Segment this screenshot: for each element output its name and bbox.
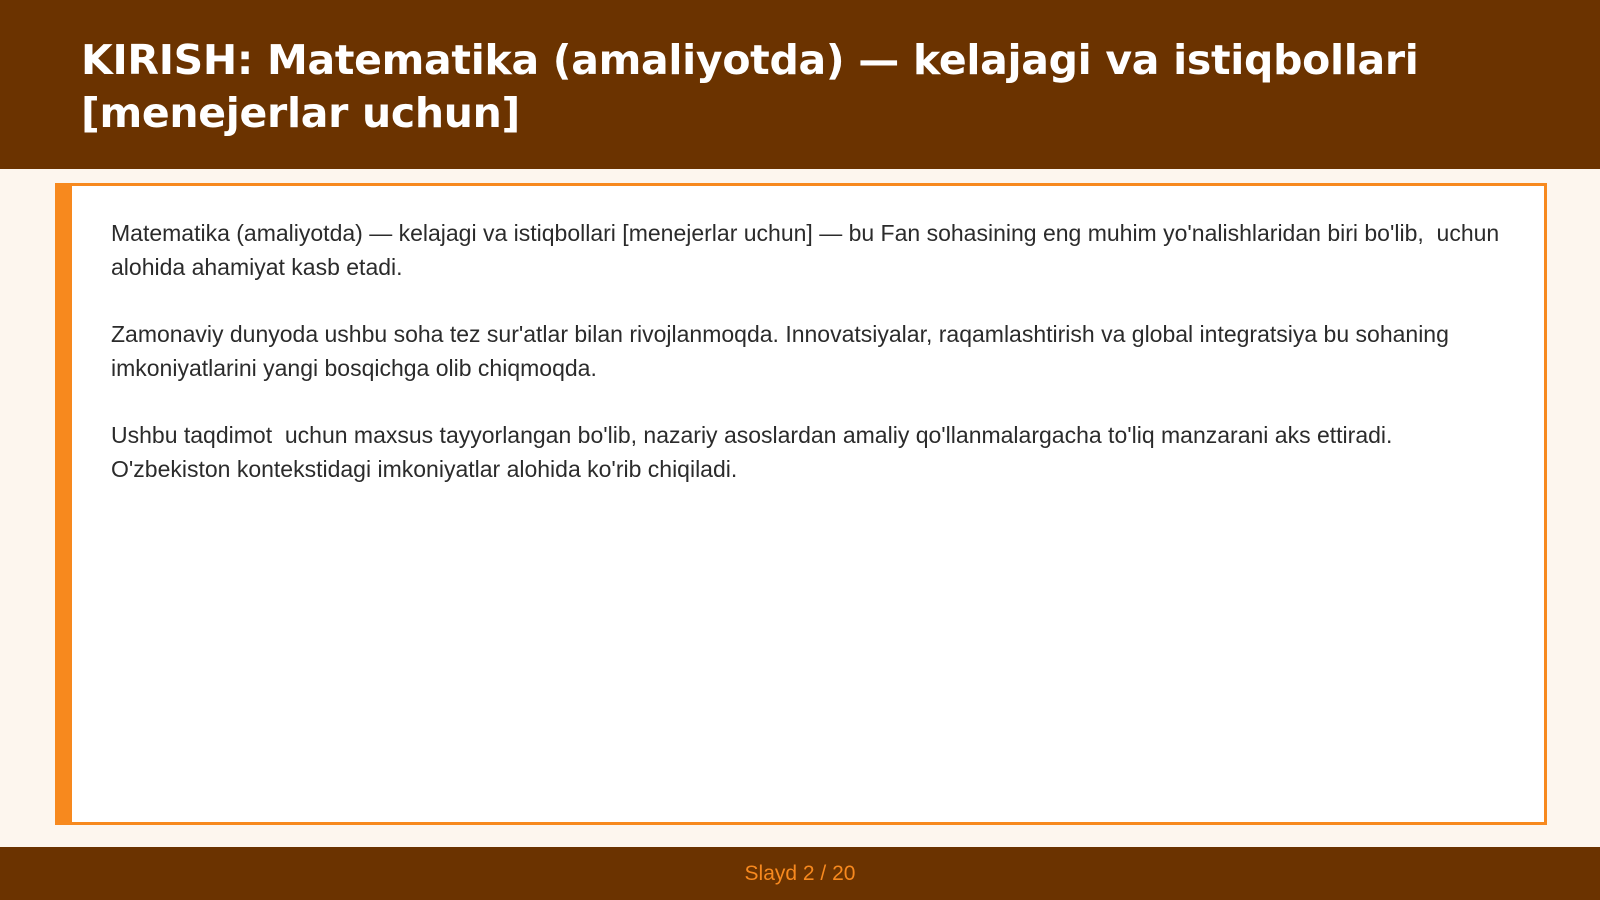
paragraph-presentation-scope: Ushbu taqdimot uchun maxsus tayyorlangan bo'lib, nazariy asoslardan amaliy qo'llanmalargacha to'liq manzarani aks ettiradi. O'zbekiston kontekstidagi imkoniyatlar alohida ko'rib chiqiladi. xyxy=(111,422,1399,482)
slide-counter: Slayd 2 / 20 xyxy=(744,861,856,885)
slide-title: KIRISH: Matematika (amaliyotda) — kelajagi va istiqbollari [menejerlar uchun] xyxy=(81,36,1419,137)
slide-footer xyxy=(0,847,1600,900)
content-card xyxy=(55,183,1547,825)
paragraph-intro: Matematika (amaliyotda) — kelajagi va istiqbollari [menejerlar uchun] — bu Fan sohasining eng muhim yo'nalishlaridan biri bo'lib, uchun alohida ahamiyat kasb etadi. xyxy=(111,220,1506,280)
slide-header xyxy=(0,0,1600,169)
paragraph-modern-world: Zamonaviy dunyoda ushbu soha tez sur'atlar bilan rivojlanmoqda. Innovatsiyalar, raqamlashtirish va global integratsiya bu sohaning imkoniyatlarini yangi bosqichga olib chiqmoqda. xyxy=(111,321,1456,381)
